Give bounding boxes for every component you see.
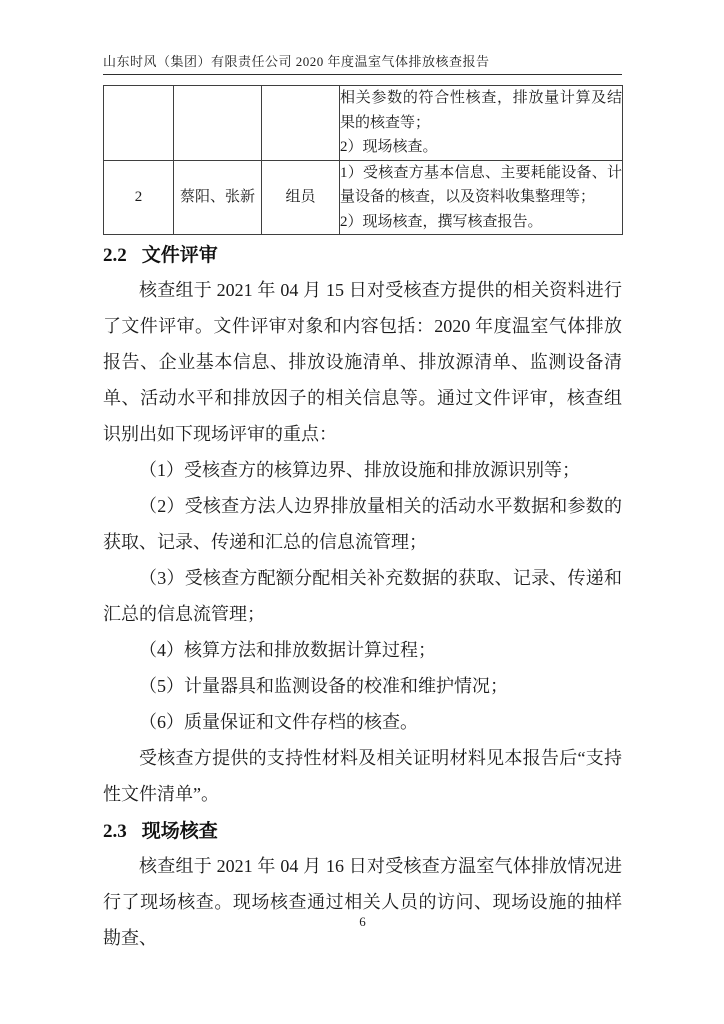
running-header-title: 山东时风（集团）有限责任公司 2020 年度温室气体排放核查报告 [103, 52, 622, 75]
cell-seq [104, 86, 174, 161]
review-focus-item-6: （6）质量保证和文件存档的核查。 [139, 712, 418, 732]
page-number: 6 [359, 914, 366, 929]
review-focus-item-1: （1）受核查方的核算边界、排放设施和排放源识别等； [139, 460, 580, 480]
page-content [103, 52, 622, 956]
duty-line: 1）受核查方基本信息、主要耗能设备、计量设备的核查，以及资料收集整理等； [340, 164, 622, 205]
duty-line: 2）现场核查，撰写核查报告。 [340, 213, 543, 230]
section-heading-2-3 [103, 821, 622, 843]
review-focus-item-4: （4）核算方法和排放数据计算过程； [139, 640, 436, 660]
cell-role [262, 86, 340, 161]
section-number: 2.2 [103, 245, 127, 266]
verification-team-table [103, 85, 623, 235]
duty-line: 2）现场核查。 [340, 139, 438, 155]
paragraph-site-visit: 核查组于 2021 年 04 月 16 日对受核查方温室气体排放情况进行了现场核查。现场核查通过相关人员的访问、现场设施的抽样勘查、 [103, 856, 622, 948]
section-title: 现场核查 [141, 821, 218, 842]
table-row [104, 160, 623, 235]
cell-duties [340, 86, 623, 161]
paragraph-document-review: 核查组于 2021 年 04 月 15 日对受核查方提供的相关资料进行了文件评审。文件评审对象和内容包括：2020 年度温室气体排放报告、企业基本信息、排放设施清单、排放源清单、监测设备清单、活动水平和排放因子的相关信息等。通过文件评审，核查组识别出如下现场评审的重点： [103, 280, 622, 444]
cell-duties [340, 160, 623, 235]
cell-members [174, 86, 262, 161]
paragraph-supporting-documents: 受核查方提供的支持性材料及相关证明材料见本报告后“支持性文件清单”。 [103, 748, 622, 804]
section-title: 文件评审 [141, 245, 218, 266]
review-focus-item-5: （5）计量器具和监测设备的校准和维护情况； [139, 676, 508, 696]
section-number: 2.3 [103, 821, 127, 842]
section-heading-2-2 [103, 245, 622, 267]
review-focus-item-2: （2）受核查方法人边界排放量相关的活动水平数据和参数的获取、记录、传递和汇总的信息流管理； [103, 496, 622, 552]
table-row-continued [104, 86, 623, 161]
duty-line: 相关参数的符合性核查，排放量计算及结果的核查等； [340, 90, 622, 131]
cell-role: 组员 [262, 160, 340, 235]
review-focus-item-3: （3）受核查方配额分配相关补充数据的获取、记录、传递和汇总的信息流管理； [103, 568, 622, 624]
cell-seq: 2 [104, 160, 174, 235]
cell-members: 蔡阳、张新 [174, 160, 262, 235]
